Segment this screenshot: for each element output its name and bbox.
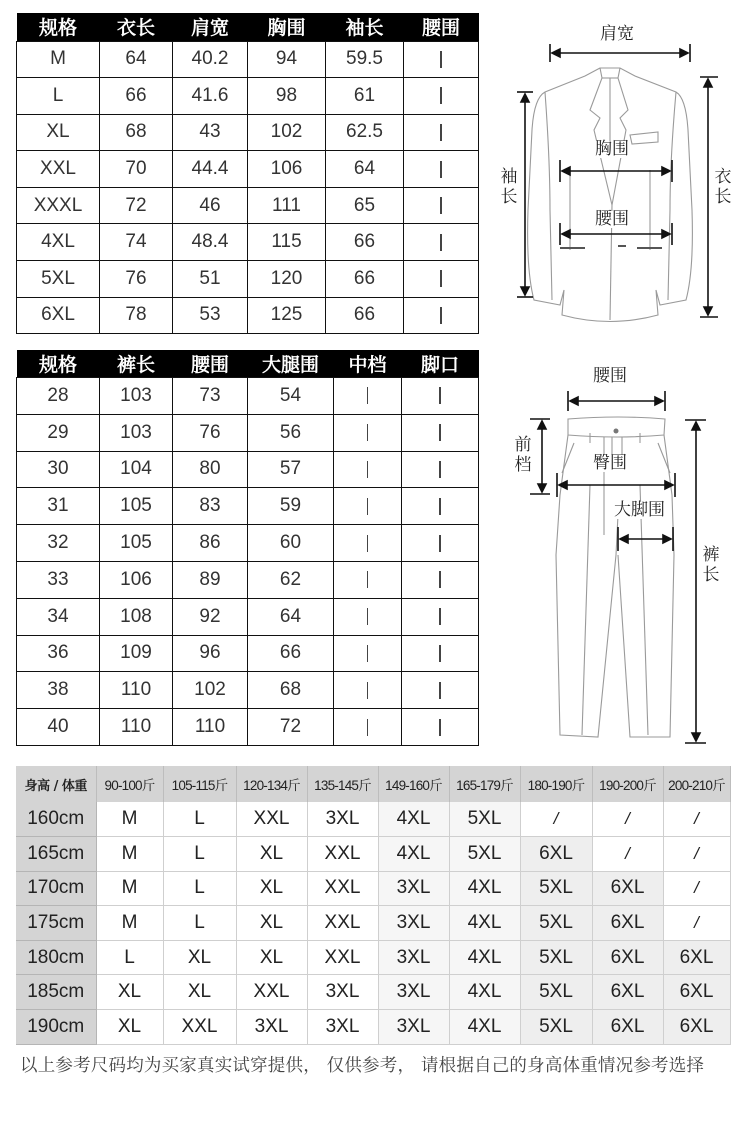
pants-table-row	[17, 709, 479, 746]
empty-value-bar	[439, 387, 441, 404]
header-length: 衣长	[100, 13, 173, 41]
table-cell	[402, 635, 479, 672]
table-cell: 6XL	[17, 297, 100, 334]
size-cell: 6XL	[592, 1010, 663, 1045]
size-cell: 4XL	[449, 871, 520, 906]
empty-value-bar	[367, 719, 369, 736]
empty-value-bar	[439, 645, 441, 662]
size-cell: /	[663, 802, 730, 837]
empty-value-bar	[367, 645, 369, 662]
table-cell	[404, 224, 479, 261]
pants-outline-icon	[490, 355, 733, 750]
header-shoulder: 肩宽	[173, 13, 248, 41]
size-cell: 4XL	[449, 975, 520, 1010]
header-size: 规格	[17, 350, 100, 378]
header-pants-length: 裤长	[100, 350, 173, 378]
recommendation-row	[16, 837, 730, 872]
table-cell	[334, 635, 402, 672]
table-cell	[334, 488, 402, 525]
empty-value-bar	[439, 535, 441, 552]
size-cell: 6XL	[663, 1010, 730, 1045]
table-cell: 30	[17, 451, 100, 488]
table-cell	[402, 378, 479, 415]
table-cell: 40	[17, 709, 100, 746]
table-cell: 68	[248, 672, 334, 709]
recommendation-row	[16, 1010, 730, 1045]
table-cell: 5XL	[17, 261, 100, 298]
size-cell: 6XL	[592, 906, 663, 941]
size-cell: 3XL	[378, 940, 449, 975]
table-cell: 73	[173, 378, 248, 415]
size-cell: M	[96, 802, 163, 837]
label-chest: 胸围	[595, 139, 629, 159]
header-mid-leg: 中档	[334, 350, 402, 378]
table-cell: 98	[248, 78, 326, 115]
size-cell: /	[592, 837, 663, 872]
size-cell: 5XL	[520, 871, 592, 906]
header-weight: 135-145斤	[307, 766, 378, 802]
table-cell: 66	[326, 224, 404, 261]
size-cell: XL	[163, 940, 236, 975]
table-cell: M	[17, 41, 100, 78]
size-cell: 3XL	[378, 975, 449, 1010]
size-cell: 4XL	[449, 906, 520, 941]
size-cell: 5XL	[520, 975, 592, 1010]
height-cell: 165cm	[16, 837, 96, 872]
empty-value-bar	[367, 608, 369, 625]
table-cell: 103	[100, 378, 173, 415]
size-cell: XL	[236, 837, 307, 872]
size-cell: 3XL	[307, 802, 378, 837]
size-cell: 6XL	[592, 871, 663, 906]
table-cell: 86	[173, 525, 248, 562]
table-cell	[402, 598, 479, 635]
table-cell	[334, 414, 402, 451]
label-waist: 腰围	[593, 366, 627, 386]
table-cell: 106	[100, 561, 173, 598]
size-cell: 6XL	[592, 940, 663, 975]
table-cell	[404, 261, 479, 298]
size-cell: 5XL	[520, 906, 592, 941]
table-cell: 48.4	[173, 224, 248, 261]
table-cell	[402, 709, 479, 746]
table-cell: 46	[173, 187, 248, 224]
size-cell: L	[163, 906, 236, 941]
table-cell: 62	[248, 561, 334, 598]
table-cell	[334, 378, 402, 415]
header-weight: 90-100斤	[96, 766, 163, 802]
table-cell: 64	[248, 598, 334, 635]
table-cell	[334, 451, 402, 488]
table-cell	[402, 451, 479, 488]
table-cell: 83	[173, 488, 248, 525]
size-cell: 3XL	[307, 1010, 378, 1045]
jacket-table-row	[17, 261, 479, 298]
label-shoulder: 肩宽	[600, 24, 634, 44]
table-cell: 66	[100, 78, 173, 115]
height-cell: 180cm	[16, 940, 96, 975]
table-cell: 38	[17, 672, 100, 709]
table-cell: 102	[248, 114, 326, 151]
header-waist: 腰围	[173, 350, 248, 378]
empty-value-bar	[440, 161, 442, 178]
header-chest: 胸围	[248, 13, 326, 41]
table-cell: 72	[100, 187, 173, 224]
height-cell: 175cm	[16, 906, 96, 941]
size-cell: XXL	[307, 940, 378, 975]
table-cell: 66	[326, 261, 404, 298]
size-cell: XXL	[307, 906, 378, 941]
jacket-size-table	[16, 13, 479, 334]
table-cell: 60	[248, 525, 334, 562]
table-cell: XXXL	[17, 187, 100, 224]
size-cell: /	[520, 802, 592, 837]
table-cell: 72	[248, 709, 334, 746]
recommendation-row	[16, 975, 730, 1010]
size-cell: XXL	[236, 802, 307, 837]
table-cell: 29	[17, 414, 100, 451]
size-cell: 3XL	[236, 1010, 307, 1045]
table-cell: 64	[326, 151, 404, 188]
table-cell: 76	[173, 414, 248, 451]
table-cell: 74	[100, 224, 173, 261]
empty-value-bar	[439, 424, 441, 441]
size-cell: 6XL	[663, 940, 730, 975]
empty-value-bar	[439, 461, 441, 478]
table-cell: XXL	[17, 151, 100, 188]
size-cell: M	[96, 837, 163, 872]
size-cell: 6XL	[663, 975, 730, 1010]
jacket-table-row	[17, 187, 479, 224]
pants-table-row	[17, 451, 479, 488]
size-cell: /	[663, 837, 730, 872]
table-cell	[334, 525, 402, 562]
table-cell: 70	[100, 151, 173, 188]
header-weight: 149-160斤	[378, 766, 449, 802]
table-cell: 51	[173, 261, 248, 298]
jacket-table-header	[17, 13, 479, 41]
header-waist: 腰围	[404, 13, 479, 41]
table-cell	[402, 414, 479, 451]
size-cell: /	[663, 871, 730, 906]
table-cell: 104	[100, 451, 173, 488]
table-cell: 125	[248, 297, 326, 334]
empty-value-bar	[440, 87, 442, 104]
table-cell: 78	[100, 297, 173, 334]
jacket-table-row	[17, 224, 479, 261]
recommendation-header	[16, 766, 730, 802]
table-cell	[404, 41, 479, 78]
size-cell: L	[96, 940, 163, 975]
size-cell: 6XL	[592, 975, 663, 1010]
table-cell: 110	[100, 672, 173, 709]
table-cell	[402, 672, 479, 709]
jacket-measurement-diagram	[490, 10, 733, 340]
table-cell	[334, 598, 402, 635]
height-cell: 160cm	[16, 802, 96, 837]
size-cell: XL	[236, 940, 307, 975]
header-weight: 105-115斤	[163, 766, 236, 802]
label-length: 衣长	[714, 167, 732, 207]
table-cell: 102	[173, 672, 248, 709]
table-cell: 80	[173, 451, 248, 488]
size-recommendation-table	[16, 766, 731, 1045]
header-thigh: 大腿围	[248, 350, 334, 378]
label-pants-length: 裤长	[702, 545, 720, 585]
height-cell: 190cm	[16, 1010, 96, 1045]
empty-value-bar	[440, 51, 442, 68]
table-cell	[404, 78, 479, 115]
size-cell: XL	[236, 871, 307, 906]
size-cell: /	[663, 906, 730, 941]
size-cell: XL	[163, 975, 236, 1010]
size-cell: 4XL	[378, 837, 449, 872]
table-cell: 31	[17, 488, 100, 525]
empty-value-bar	[440, 307, 442, 324]
table-cell: 89	[173, 561, 248, 598]
pants-table-row	[17, 598, 479, 635]
size-cell: XL	[96, 1010, 163, 1045]
header-weight: 180-190斤	[520, 766, 592, 802]
table-cell: 66	[326, 297, 404, 334]
table-cell	[404, 114, 479, 151]
height-cell: 185cm	[16, 975, 96, 1010]
recommendation-row	[16, 802, 730, 837]
size-cell: 5XL	[520, 940, 592, 975]
table-cell: 53	[173, 297, 248, 334]
table-cell: 76	[100, 261, 173, 298]
table-cell	[404, 151, 479, 188]
table-cell: 109	[100, 635, 173, 672]
table-cell: 115	[248, 224, 326, 261]
pants-table-row	[17, 525, 479, 562]
table-cell: 92	[173, 598, 248, 635]
empty-value-bar	[367, 498, 369, 515]
size-cell: 4XL	[449, 940, 520, 975]
table-cell: 105	[100, 488, 173, 525]
table-cell: 66	[248, 635, 334, 672]
pants-table-row	[17, 561, 479, 598]
table-cell: 40.2	[173, 41, 248, 78]
empty-value-bar	[440, 234, 442, 251]
size-cell: 5XL	[449, 802, 520, 837]
size-cell: XXL	[307, 871, 378, 906]
size-cell: XL	[96, 975, 163, 1010]
header-weight: 190-200斤	[592, 766, 663, 802]
table-cell: 59.5	[326, 41, 404, 78]
jacket-table-row	[17, 78, 479, 115]
size-cell: 5XL	[449, 837, 520, 872]
table-cell	[402, 561, 479, 598]
header-hem: 脚口	[402, 350, 479, 378]
size-cell: XXL	[236, 975, 307, 1010]
table-cell: 106	[248, 151, 326, 188]
empty-value-bar	[367, 424, 369, 441]
jacket-table-row	[17, 114, 479, 151]
size-cell: XXL	[307, 837, 378, 872]
empty-value-bar	[439, 608, 441, 625]
table-cell: XL	[17, 114, 100, 151]
empty-value-bar	[439, 571, 441, 588]
empty-value-bar	[440, 124, 442, 141]
size-cell: L	[163, 837, 236, 872]
table-cell: 64	[100, 41, 173, 78]
table-cell: 41.6	[173, 78, 248, 115]
table-cell: 32	[17, 525, 100, 562]
jacket-table-row	[17, 41, 479, 78]
table-cell: 36	[17, 635, 100, 672]
label-sleeve: 袖长	[500, 167, 518, 207]
size-cell: L	[163, 802, 236, 837]
pants-table-row	[17, 414, 479, 451]
size-cell: 3XL	[378, 1010, 449, 1045]
table-cell	[334, 672, 402, 709]
header-height-weight: 身高 / 体重	[16, 766, 96, 802]
pants-table-row	[17, 488, 479, 525]
table-cell: 59	[248, 488, 334, 525]
header-weight: 165-179斤	[449, 766, 520, 802]
table-cell: 108	[100, 598, 173, 635]
recommendation-row	[16, 906, 730, 941]
empty-value-bar	[439, 682, 441, 699]
empty-value-bar	[367, 682, 369, 699]
table-cell	[402, 525, 479, 562]
header-weight: 120-134斤	[236, 766, 307, 802]
table-cell	[334, 709, 402, 746]
label-waist: 腰围	[595, 209, 629, 229]
table-cell: 111	[248, 187, 326, 224]
table-cell: 61	[326, 78, 404, 115]
table-cell: 110	[100, 709, 173, 746]
label-hip: 臀围	[593, 453, 627, 473]
height-cell: 170cm	[16, 871, 96, 906]
size-cell: 4XL	[378, 802, 449, 837]
header-sleeve: 袖长	[326, 13, 404, 41]
label-front-rise: 前档	[514, 435, 532, 475]
table-cell: 44.4	[173, 151, 248, 188]
table-cell: 33	[17, 561, 100, 598]
size-cell: XL	[236, 906, 307, 941]
size-cell: 3XL	[378, 871, 449, 906]
table-cell	[404, 297, 479, 334]
pants-table-row	[17, 635, 479, 672]
size-cell: L	[163, 871, 236, 906]
table-cell: 94	[248, 41, 326, 78]
size-cell: XXL	[163, 1010, 236, 1045]
table-cell: 105	[100, 525, 173, 562]
table-cell: 62.5	[326, 114, 404, 151]
empty-value-bar	[367, 571, 369, 588]
table-cell	[334, 561, 402, 598]
table-cell: 57	[248, 451, 334, 488]
size-cell: 5XL	[520, 1010, 592, 1045]
pants-size-table	[16, 350, 479, 746]
size-cell: 6XL	[520, 837, 592, 872]
table-cell: 43	[173, 114, 248, 151]
table-cell: 120	[248, 261, 326, 298]
recommendation-row	[16, 940, 730, 975]
table-cell: 54	[248, 378, 334, 415]
size-cell: M	[96, 871, 163, 906]
table-cell: 34	[17, 598, 100, 635]
size-cell: /	[592, 802, 663, 837]
empty-value-bar	[440, 197, 442, 214]
size-cell: M	[96, 906, 163, 941]
header-size: 规格	[17, 13, 100, 41]
size-cell: 4XL	[449, 1010, 520, 1045]
table-cell: 103	[100, 414, 173, 451]
empty-value-bar	[367, 461, 369, 478]
table-cell: L	[17, 78, 100, 115]
empty-value-bar	[367, 387, 369, 404]
table-cell: 65	[326, 187, 404, 224]
table-cell	[402, 488, 479, 525]
jacket-outline-icon	[490, 10, 733, 340]
table-cell: 56	[248, 414, 334, 451]
empty-value-bar	[367, 535, 369, 552]
table-cell: 96	[173, 635, 248, 672]
table-cell: 110	[173, 709, 248, 746]
empty-value-bar	[440, 270, 442, 287]
label-thigh: 大脚围	[614, 500, 665, 520]
pants-table-row	[17, 672, 479, 709]
recommendation-row	[16, 871, 730, 906]
table-cell	[404, 187, 479, 224]
jacket-table-row	[17, 151, 479, 188]
pants-measurement-diagram	[490, 355, 733, 750]
size-disclaimer-note: 以上参考尺码均为买家真实试穿提供， 仅供参考， 请根据自己的身高体重情况参考选择	[20, 1056, 705, 1076]
empty-value-bar	[439, 498, 441, 515]
table-cell: 68	[100, 114, 173, 151]
jacket-table-row	[17, 297, 479, 334]
table-cell: 28	[17, 378, 100, 415]
pants-table-header	[17, 350, 479, 378]
size-cell: 3XL	[307, 975, 378, 1010]
table-cell: 4XL	[17, 224, 100, 261]
pants-table-row	[17, 378, 479, 415]
empty-value-bar	[439, 719, 441, 736]
size-cell: 3XL	[378, 906, 449, 941]
header-weight: 200-210斤	[663, 766, 730, 802]
